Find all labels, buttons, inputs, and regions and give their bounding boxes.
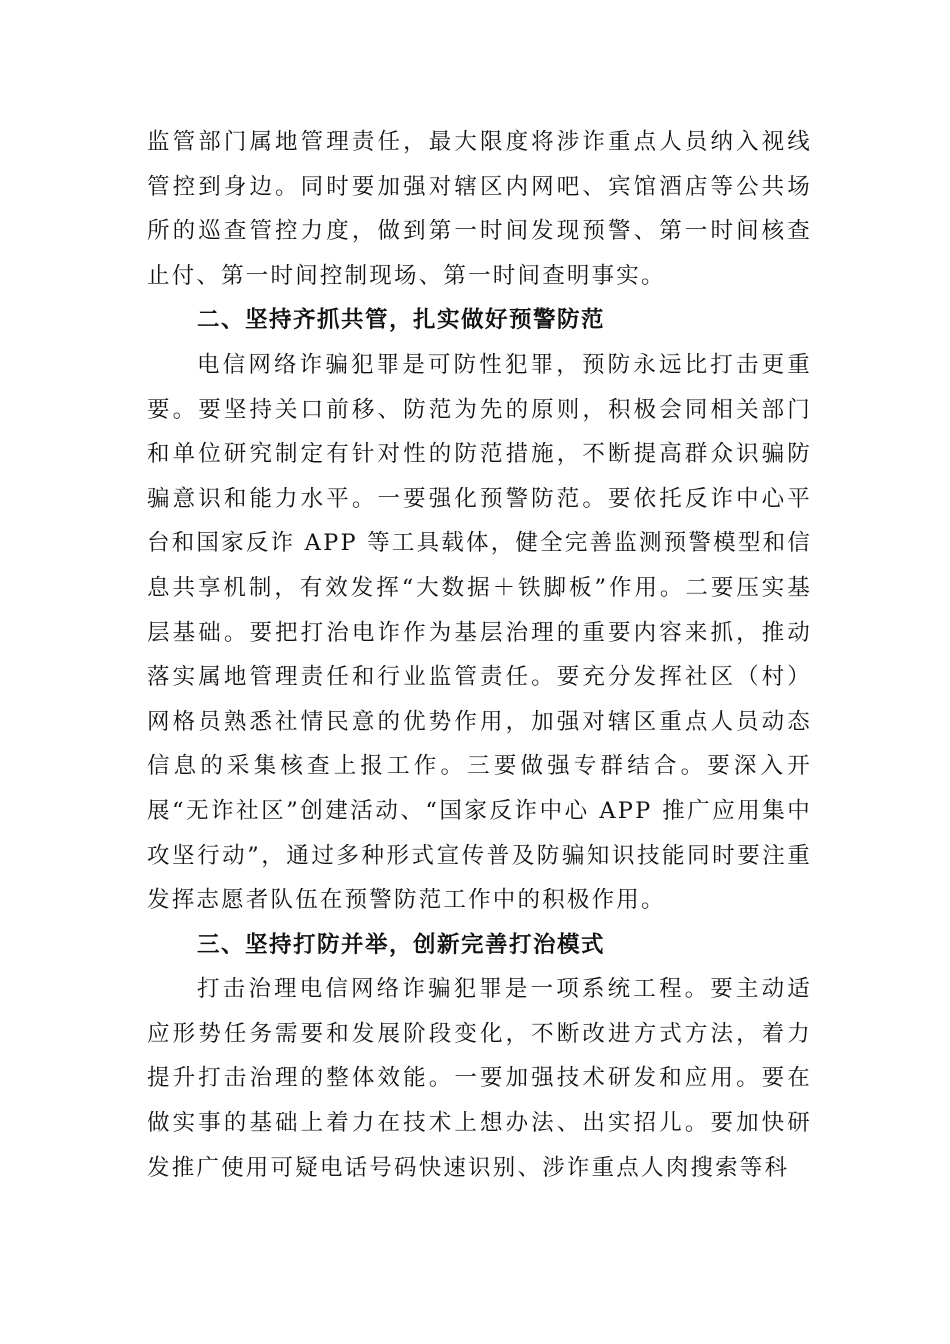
- paragraph-continuation: 监管部门属地管理责任，最大限度将涉诈重点人员纳入视线管控到身边。同时要加强对辖区内网吧、宾馆酒店等公共场所的巡查管控力度，做到第一时间发现预警、第一时间核查止付、第一时间控制现场、第一时间查明事实。: [147, 129, 812, 289]
- paragraph-section-2: 电信网络诈骗犯罪是可防性犯罪，预防永远比打击更重要。要坚持关口前移、防范为先的原则，积极会同相关部门和单位研究制定有针对性的防范措施，不断提高群众识骗防骗意识和能力水平。一要强化预警防范。要依托反诈中心平台和国家反诈 APP 等工具载体，健全完善监测预警模型和信息共享机制，有效发挥“大数据＋铁脚板”作用。二要压实基层基础。要把打治电诈作为基层治理的重要内容来抓，推动落实属地管理责任和行业监管责任。要充分发挥社区（村）网格员熟悉社情民意的优势作用，加强对辖区重点人员动态信息的采集核查上报工作。三要做强专群结合。要深入开展“无诈社区”创建活动、“国家反诈中心 APP 推广应用集中攻坚行动”，通过多种形式宣传普及防骗知识技能同时要注重发挥志愿者队伍在预警防范工作中的积极作用。: [147, 351, 812, 914]
- document-body: [147, 120, 812, 1190]
- section-heading-2: 二、坚持齐抓共管，扎实做好预警防范: [197, 307, 606, 334]
- section-heading-3: 三、坚持打防并举，创新完善打治模式: [197, 931, 606, 958]
- paragraph-section-3: 打击治理电信网络诈骗犯罪是一项系统工程。要主动适应形势任务需要和发展阶段变化，不断改进方式方法，着力提升打击治理的整体效能。一要加强技术研发和应用。要在做实事的基础上着力在技术上想办法、出实招儿。要加快研发推广使用可疑电话号码快速识别、涉诈重点人肉搜索等科: [147, 976, 812, 1181]
